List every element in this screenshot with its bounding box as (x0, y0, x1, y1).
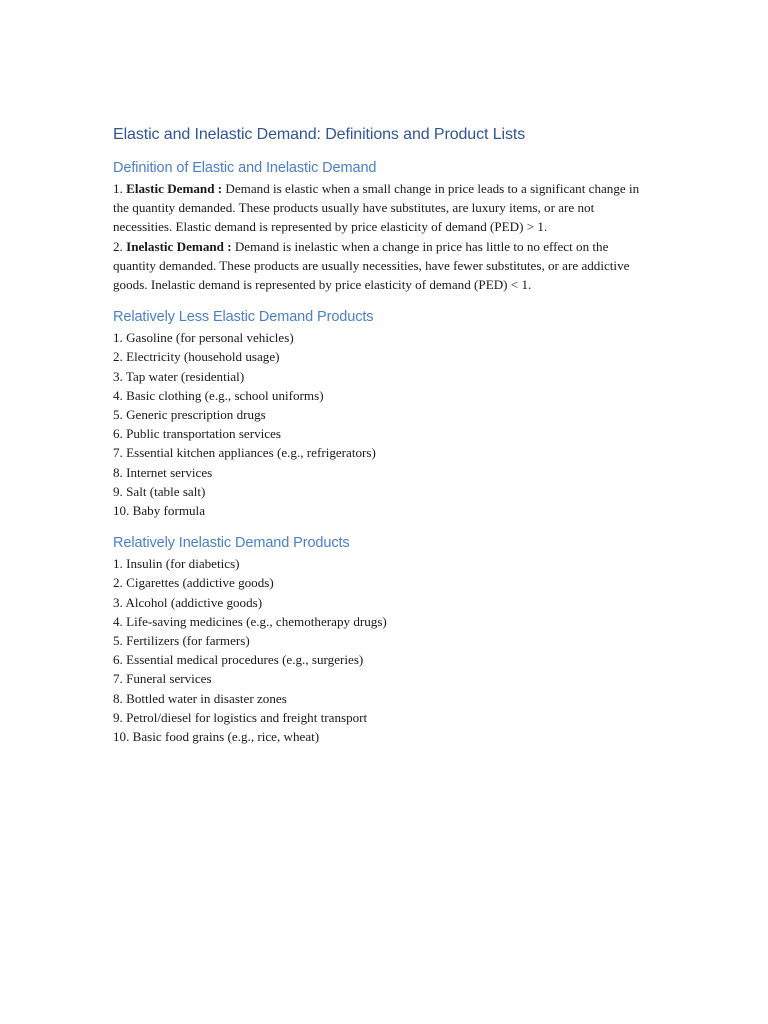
inelastic-definition (113, 237, 653, 295)
list-item: 9. Petrol/diesel for logistics and freight transport (113, 709, 368, 725)
list-item: 6. Essential medical procedures (e.g., surgeries) (113, 652, 364, 668)
inelastic-text: Demand is inelastic when a change in price has little to no effect on the quantity demanded. These products are usually necessities, have fewer substitutes, or are addictive goods. Inelastic demand is represented by price elasticity of demand (PED) < 1. (113, 238, 630, 293)
list-item: 4. Life-saving medicines (e.g., chemotherapy drugs) (113, 613, 387, 629)
elastic-text: Demand is elastic when a small change in price leads to a significant change in the quantity demanded. These products usually have substitutes, are luxury items, or are not necessities. Elastic demand is represented by price elasticity of demand (PED) > 1. (113, 181, 640, 235)
list-item: 1. Gasoline (for personal vehicles) (113, 330, 294, 346)
document-title: Elastic and Inelastic Demand: Definitions and Product Lists (113, 126, 526, 143)
list-item: 6. Public transportation services (113, 426, 282, 442)
list-item: 7. Essential kitchen appliances (e.g., refrigerators) (113, 445, 376, 461)
inelastic-list (113, 554, 653, 746)
list-item: 8. Bottled water in disaster zones (113, 690, 287, 706)
list-item: 2. Cigarettes (addictive goods) (113, 575, 274, 591)
inelastic-term: Inelastic Demand : (126, 238, 232, 254)
list-item: 7. Funeral services (113, 671, 212, 687)
less-elastic-heading: Relatively Less Elastic Demand Products (113, 309, 374, 326)
list-item: 9. Salt (table salt) (113, 483, 206, 499)
document-page (113, 124, 653, 759)
inelastic-section (113, 533, 653, 746)
list-item: 10. Basic food grains (e.g., rice, wheat) (113, 729, 320, 745)
definitions-section (113, 158, 653, 294)
list-item: 3. Alcohol (addictive goods) (113, 594, 263, 610)
list-item: 4. Basic clothing (e.g., school uniforms) (113, 387, 324, 403)
elastic-term: Elastic Demand : (126, 181, 223, 196)
less-elastic-list (113, 328, 653, 520)
list-item: 10. Baby formula (113, 503, 206, 519)
inelastic-heading: Relatively Inelastic Demand Products (113, 535, 350, 552)
definitions-heading: Definition of Elastic and Inelastic Demand (113, 160, 377, 176)
list-item: 3. Tap water (residential) (113, 368, 245, 384)
inelastic-prefix: 2. (113, 238, 127, 254)
list-item: 5. Fertilizers (for farmers) (113, 633, 250, 649)
elastic-prefix: 1. (113, 181, 127, 196)
list-item: 8. Internet services (113, 464, 213, 480)
list-item: 2. Electricity (household usage) (113, 349, 280, 365)
list-item: 1. Insulin (for diabetics) (113, 556, 240, 572)
elastic-definition (113, 179, 653, 237)
list-item: 5. Generic prescription drugs (113, 407, 266, 423)
less-elastic-section (113, 307, 653, 520)
